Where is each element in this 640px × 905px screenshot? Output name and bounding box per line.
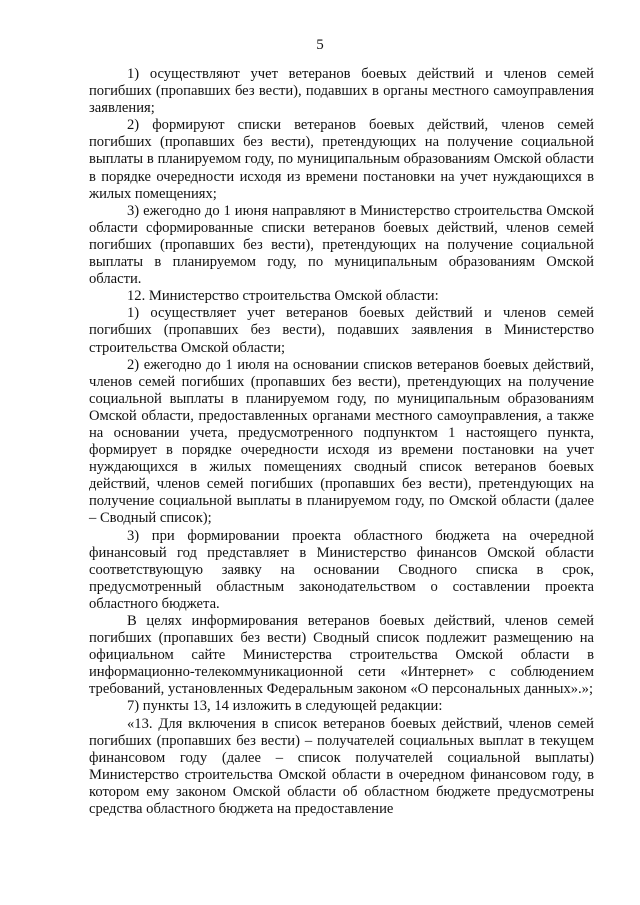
paragraph-12-3: 3) при формировании проекта областного бюджета на очередной финансовый год представляет в Министерство финансов Омской области соответствующую заявку на основании Сводного списка в срок, предусмотренный областным законодательством о составлении проекта областного бюджета.: [89, 527, 594, 612]
paragraph-11-2: 2) формируют списки ветеранов боевых действий, членов семей погибших (пропавших без вести), претендующих на получение социальной выплаты в планируемом году, по муниципальным образованиям Омской области в порядке очередности исходя из времени постановки на учет нуждающихся в жилых помещениях;: [89, 117, 594, 202]
paragraph-12-2: 2) ежегодно до 1 июля на основании списков ветеранов боевых действий, членов семей погибших (пропавших без вести), претендующих на получение социальной выплаты в планируемом году, по муниципальным образованиям Омской области, предоставленных органами местного самоуправления, а также на основании учета, предусмотренного подпунктом 1 настоящего пункта, формирует в порядке очередности исходя из времени постановки на учет нуждающихся в жилых помещениях сводный список ветеранов боевых действий, членов семей погибших (пропавших без вести), претендующих на получение социальной выплаты в планируемом году, по Омской области (далее – Сводный список);: [89, 356, 594, 527]
paragraph-13: «13. Для включения в список ветеранов боевых действий, членов семей погибших (пропавших без вести) – получателей социальных выплат в текущем финансовом году (далее – список получателей социальной выплаты) Министерство строительства Омской области в очередном финансовом году, в котором ему законом Омской области об областном бюджете предусмотрены средства областного бюджета на предоставление: [89, 715, 594, 818]
paragraph-11-3: 3) ежегодно до 1 июня направляют в Министерство строительства Омской области сформированные списки ветеранов боевых действий, членов семей погибших (пропавших без вести), претендующих на получение социальной выплаты в планируемом году, по муниципальным образованиям Омской области.: [89, 202, 594, 288]
paragraph-12-heading: 12. Министерство строительства Омской области:: [127, 288, 439, 305]
paragraph-information: В целях информирования ветеранов боевых действий, членов семей погибших (пропавших без вести) Сводный список подлежит размещению на официальном сайте Министерства строительства Омской области в информационно-телекоммуникационной сети «Интернет» с соблюдением требований, установленных Федеральным законом «О персональных данных».»;: [89, 613, 594, 698]
document-body: [89, 66, 594, 818]
page-number: 5: [316, 37, 324, 53]
paragraph-11-1: 1) осуществляют учет ветеранов боевых действий и членов семей погибших (пропавших без вести), подавших в органы местного самоуправления заявления;: [89, 66, 594, 117]
paragraph-amendment-7: 7) пункты 13, 14 изложить в следующей редакции:: [127, 698, 443, 715]
paragraph-12-1: 1) осуществляет учет ветеранов боевых действий и членов семей погибших (пропавших без вести), подавших заявления в Министерство строительства Омской области;: [89, 305, 594, 356]
